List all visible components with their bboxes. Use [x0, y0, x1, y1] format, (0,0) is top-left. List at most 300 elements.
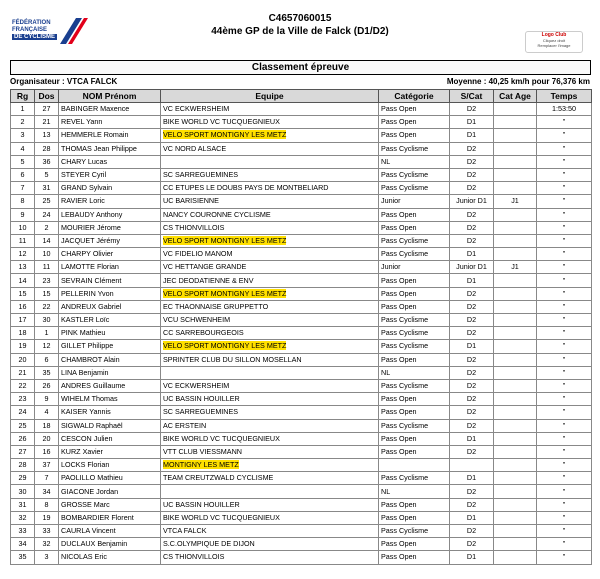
cell-nom: CHARPY Olivier [59, 248, 161, 261]
cell-nom: LOCKS Florian [59, 459, 161, 472]
cell-rg: 31 [11, 498, 35, 511]
cell-temps: " [537, 327, 592, 340]
cell-cat: Pass Cyclisme [379, 419, 450, 432]
cell-cat: Pass Cyclisme [379, 327, 450, 340]
cell-temps: " [537, 472, 592, 485]
cell-age [494, 340, 537, 353]
cell-equipe: UC BASSIN HOUILLER [161, 393, 379, 406]
cell-nom: LINA Benjamin [59, 366, 161, 379]
cell-cat: Pass Cyclisme [379, 248, 450, 261]
cell-rg: 23 [11, 393, 35, 406]
cell-scat: D2 [450, 498, 494, 511]
cell-rg: 27 [11, 445, 35, 458]
cell-temps: " [537, 221, 592, 234]
cell-nom: STEYER Cyril [59, 168, 161, 181]
cell-scat: D2 [450, 393, 494, 406]
cell-temps: " [537, 314, 592, 327]
cell-cat: Pass Open [379, 103, 450, 116]
cell-rg: 29 [11, 472, 35, 485]
cell-cat: Pass Open [379, 511, 450, 524]
cell-nom: WIHELM Thomas [59, 393, 161, 406]
cell-rg: 5 [11, 155, 35, 168]
cell-age [494, 525, 537, 538]
cell-nom: RAVIER Loric [59, 195, 161, 208]
cell-age: J1 [494, 261, 537, 274]
cell-nom: BABINGER Maxence [59, 103, 161, 116]
cell-scat: D2 [450, 379, 494, 392]
highlighted-team: MONTIGNY LES METZ [163, 460, 239, 470]
cell-nom: LEBAUDY Anthony [59, 208, 161, 221]
cell-equipe: VC ECKWERSHEIM [161, 379, 379, 392]
cell-scat: D2 [450, 182, 494, 195]
cell-dos: 27 [35, 103, 59, 116]
cell-rg: 30 [11, 485, 35, 498]
cell-equipe: CS THIONVILLOIS [161, 221, 379, 234]
table-row [11, 419, 592, 432]
cell-temps: " [537, 393, 592, 406]
cell-rg: 8 [11, 195, 35, 208]
moyenne: Moyenne : 40,25 km/h pour 76,376 km [446, 77, 590, 86]
table-row [11, 314, 592, 327]
cell-scat: Junior D1 [450, 261, 494, 274]
cell-temps: 1:53:50 [537, 103, 592, 116]
cell-age [494, 314, 537, 327]
cell-rg: 25 [11, 419, 35, 432]
cell-cat: Pass Open [379, 551, 450, 564]
cell-scat: D2 [450, 525, 494, 538]
cell-cat: NL [379, 485, 450, 498]
table-row [11, 116, 592, 129]
cell-rg: 14 [11, 274, 35, 287]
cell-age [494, 353, 537, 366]
col-header-equipe: Equipe [161, 90, 379, 103]
club-logo-placeholder [525, 31, 583, 53]
cell-scat: Junior D1 [450, 195, 494, 208]
results-body [11, 103, 592, 565]
cell-dos: 9 [35, 393, 59, 406]
cell-scat: D2 [450, 485, 494, 498]
cell-temps: " [537, 406, 592, 419]
cell-cat: Pass Cyclisme [379, 234, 450, 247]
cell-cat: Pass Open [379, 353, 450, 366]
cell-scat: D2 [450, 445, 494, 458]
cell-nom: CAURLA Vincent [59, 525, 161, 538]
cell-equipe [161, 459, 379, 472]
table-row [11, 551, 592, 564]
table-row [11, 366, 592, 379]
cell-equipe: VC HETTANGE GRANDE [161, 261, 379, 274]
table-row [11, 168, 592, 181]
cell-cat: Pass Cyclisme [379, 525, 450, 538]
cell-cat: Pass Open [379, 445, 450, 458]
cell-cat: Pass Open [379, 208, 450, 221]
cell-nom: GIACONE Jordan [59, 485, 161, 498]
cell-age [494, 472, 537, 485]
cell-dos: 18 [35, 419, 59, 432]
cell-rg: 22 [11, 379, 35, 392]
cell-rg: 24 [11, 406, 35, 419]
cell-dos: 2 [35, 221, 59, 234]
cell-temps: " [537, 208, 592, 221]
cell-cat: NL [379, 366, 450, 379]
cell-dos: 28 [35, 142, 59, 155]
cell-temps: " [537, 340, 592, 353]
cell-temps: " [537, 485, 592, 498]
ffc-line3: DE CYCLISME [14, 34, 56, 40]
cell-dos: 3 [35, 551, 59, 564]
cell-cat: Pass Open [379, 287, 450, 300]
cell-nom: KAISER Yannis [59, 406, 161, 419]
highlighted-team: VELO SPORT MONTIGNY LES METZ [163, 130, 287, 140]
cell-scat: D2 [450, 314, 494, 327]
col-header-cat-age: Cat Age [494, 90, 537, 103]
cell-equipe: VC ECKWERSHEIM [161, 103, 379, 116]
cell-scat: D1 [450, 472, 494, 485]
cell-rg: 19 [11, 340, 35, 353]
cell-rg: 7 [11, 182, 35, 195]
table-row [11, 459, 592, 472]
table-row [11, 498, 592, 511]
cell-dos: 6 [35, 353, 59, 366]
cell-dos: 23 [35, 274, 59, 287]
table-row [11, 327, 592, 340]
cell-nom: THOMAS Jean Philippe [59, 142, 161, 155]
cell-rg: 3 [11, 129, 35, 142]
table-row [11, 248, 592, 261]
cell-age [494, 248, 537, 261]
cell-equipe: S.C.OLYMPIQUE DE DIJON [161, 538, 379, 551]
club-logo-line2: Cliquez droit [542, 38, 566, 43]
cell-age [494, 432, 537, 445]
cell-dos: 20 [35, 432, 59, 445]
cell-nom: PINK Mathieu [59, 327, 161, 340]
ffc-line2: FRANÇAISE [12, 27, 48, 33]
cell-cat: Pass Cyclisme [379, 314, 450, 327]
cell-nom: BOMBARDIER Florent [59, 511, 161, 524]
cell-cat: Pass Open [379, 116, 450, 129]
cell-age [494, 419, 537, 432]
cell-age [494, 327, 537, 340]
table-row [11, 353, 592, 366]
cell-age [494, 511, 537, 524]
cell-dos: 21 [35, 116, 59, 129]
cell-cat: Pass Open [379, 393, 450, 406]
cell-nom: MOURIER Jérome [59, 221, 161, 234]
cell-temps: " [537, 287, 592, 300]
cell-scat: D2 [450, 168, 494, 181]
cell-temps: " [537, 116, 592, 129]
cell-nom: CESCON Julien [59, 432, 161, 445]
cell-equipe: BIKE WORLD VC TUCQUEGNIEUX [161, 116, 379, 129]
cell-age [494, 142, 537, 155]
cell-equipe: VTCA FALCK [161, 525, 379, 538]
col-header-nom: NOM Prénom [59, 90, 161, 103]
cell-dos: 4 [35, 406, 59, 419]
cell-scat: D2 [450, 366, 494, 379]
cell-cat: Pass Open [379, 300, 450, 313]
organisateur: Organisateur : VTCA FALCK [10, 77, 118, 86]
cell-equipe [161, 366, 379, 379]
cell-scat: D2 [450, 327, 494, 340]
cell-equipe: NANCY COURONNE CYCLISME [161, 208, 379, 221]
cell-equipe: CC ETUPES LE DOUBS PAYS DE MONTBELIARD [161, 182, 379, 195]
cell-temps: " [537, 498, 592, 511]
cell-nom: GRAND Sylvain [59, 182, 161, 195]
cell-scat: D1 [450, 116, 494, 129]
cell-equipe: VTT CLUB VIESSMANN [161, 445, 379, 458]
cell-nom: GROSSE Marc [59, 498, 161, 511]
cell-temps: " [537, 419, 592, 432]
cell-rg: 28 [11, 459, 35, 472]
table-row [11, 538, 592, 551]
table-row [11, 485, 592, 498]
col-header-categorie: Catégorie [379, 90, 450, 103]
table-row [11, 379, 592, 392]
section-title: Classement épreuve [10, 60, 591, 75]
cell-equipe: SC SARREGUEMINES [161, 406, 379, 419]
cell-cat: Pass Open [379, 129, 450, 142]
cell-dos: 5 [35, 168, 59, 181]
cell-dos: 33 [35, 525, 59, 538]
cell-dos: 11 [35, 261, 59, 274]
cell-equipe: VCU SCHWENHEIM [161, 314, 379, 327]
cell-rg: 13 [11, 261, 35, 274]
cell-scat: D2 [450, 142, 494, 155]
cell-equipe: UC BASSIN HOUILLER [161, 498, 379, 511]
cell-scat: D2 [450, 353, 494, 366]
cell-age [494, 116, 537, 129]
cell-rg: 32 [11, 511, 35, 524]
cell-equipe [161, 129, 379, 142]
cell-age [494, 274, 537, 287]
cell-cat: Pass Cyclisme [379, 182, 450, 195]
cell-nom: KASTLER Loïc [59, 314, 161, 327]
cell-temps: " [537, 525, 592, 538]
cell-equipe [161, 340, 379, 353]
cell-age [494, 498, 537, 511]
cell-equipe: EC THAONNAISE GRUPPETTO [161, 300, 379, 313]
highlighted-team: VELO SPORT MONTIGNY LES METZ [163, 288, 287, 298]
cell-scat: D2 [450, 155, 494, 168]
cell-scat: D2 [450, 538, 494, 551]
cell-temps: " [537, 445, 592, 458]
cell-nom: CHARY Lucas [59, 155, 161, 168]
cell-equipe: CS THIONVILLOIS [161, 551, 379, 564]
cell-rg: 33 [11, 525, 35, 538]
club-logo-line1: Logo Club [541, 32, 567, 38]
cell-dos: 19 [35, 511, 59, 524]
cell-dos: 24 [35, 208, 59, 221]
cell-dos: 22 [35, 300, 59, 313]
table-row [11, 182, 592, 195]
cell-dos: 16 [35, 445, 59, 458]
cell-temps: " [537, 195, 592, 208]
cell-equipe [161, 155, 379, 168]
cell-rg: 34 [11, 538, 35, 551]
cell-scat: D2 [450, 221, 494, 234]
cell-dos: 31 [35, 182, 59, 195]
cell-dos: 1 [35, 327, 59, 340]
table-row [11, 261, 592, 274]
cell-equipe: SPRINTER CLUB DU SILLON MOSELLAN [161, 353, 379, 366]
cell-rg: 12 [11, 248, 35, 261]
cell-nom: PAOLILLO Mathieu [59, 472, 161, 485]
cell-scat: D2 [450, 208, 494, 221]
cell-cat: Junior [379, 261, 450, 274]
table-row [11, 142, 592, 155]
cell-age [494, 406, 537, 419]
cell-age [494, 366, 537, 379]
cell-equipe: JEC DEODATIENNE & ENV [161, 274, 379, 287]
cell-scat [450, 459, 494, 472]
cell-scat: D2 [450, 287, 494, 300]
cell-nom: PELLERIN Yvon [59, 287, 161, 300]
cell-age [494, 300, 537, 313]
col-header-dos: Dos [35, 90, 59, 103]
table-row [11, 300, 592, 313]
table-row [11, 155, 592, 168]
col-header-scat: S/Cat [450, 90, 494, 103]
cell-rg: 6 [11, 168, 35, 181]
cell-dos: 26 [35, 379, 59, 392]
cell-cat: NL [379, 155, 450, 168]
cell-rg: 15 [11, 287, 35, 300]
cell-rg: 11 [11, 234, 35, 247]
cell-age [494, 155, 537, 168]
cell-equipe: UC BARISIENNE [161, 195, 379, 208]
highlighted-team: VELO SPORT MONTIGNY LES METZ [163, 235, 287, 245]
cell-dos: 15 [35, 287, 59, 300]
cell-rg: 21 [11, 366, 35, 379]
cell-cat: Junior [379, 195, 450, 208]
cell-temps: " [537, 551, 592, 564]
ffc-line1: FÉDÉRATION [12, 20, 51, 26]
cell-dos: 30 [35, 314, 59, 327]
cell-nom: ANDREUX Gabriel [59, 300, 161, 313]
cell-rg: 4 [11, 142, 35, 155]
cell-cat: Pass Open [379, 274, 450, 287]
cell-temps: " [537, 248, 592, 261]
cell-nom: LAMOTTE Florian [59, 261, 161, 274]
cell-cat: Pass Cyclisme [379, 379, 450, 392]
table-row [11, 103, 592, 116]
cell-temps: " [537, 379, 592, 392]
cell-age: J1 [494, 195, 537, 208]
cell-temps: " [537, 353, 592, 366]
col-header-temps: Temps [537, 90, 592, 103]
cell-age [494, 221, 537, 234]
cell-equipe [161, 287, 379, 300]
cell-dos: 10 [35, 248, 59, 261]
table-row [11, 445, 592, 458]
cell-temps: " [537, 432, 592, 445]
cell-cat: Pass Open [379, 498, 450, 511]
cell-rg: 18 [11, 327, 35, 340]
cell-rg: 1 [11, 103, 35, 116]
cell-scat: D1 [450, 551, 494, 564]
cell-nom: ANDRES Guillaume [59, 379, 161, 392]
table-row [11, 393, 592, 406]
cell-temps: " [537, 234, 592, 247]
cell-scat: D1 [450, 340, 494, 353]
cell-age [494, 445, 537, 458]
cell-temps: " [537, 366, 592, 379]
cell-equipe: AC ERSTEIN [161, 419, 379, 432]
cell-nom: SEVRAIN Clément [59, 274, 161, 287]
cell-nom: HEMMERLE Romain [59, 129, 161, 142]
cell-cat: Pass Cyclisme [379, 168, 450, 181]
table-row [11, 406, 592, 419]
cell-scat: D1 [450, 129, 494, 142]
cell-scat: D1 [450, 274, 494, 287]
cell-age [494, 551, 537, 564]
cell-temps: " [537, 538, 592, 551]
highlighted-team: VELO SPORT MONTIGNY LES METZ [163, 341, 287, 351]
cell-equipe: SC SARREGUEMINES [161, 168, 379, 181]
cell-rg: 2 [11, 116, 35, 129]
cell-dos: 37 [35, 459, 59, 472]
cell-age [494, 182, 537, 195]
cell-dos: 14 [35, 234, 59, 247]
cell-age [494, 379, 537, 392]
cell-nom: CHAMBROT Alain [59, 353, 161, 366]
cell-scat: D1 [450, 432, 494, 445]
cell-dos: 8 [35, 498, 59, 511]
table-row [11, 340, 592, 353]
cell-age [494, 459, 537, 472]
cell-equipe [161, 485, 379, 498]
table-row [11, 432, 592, 445]
results-table [10, 89, 592, 565]
cell-rg: 26 [11, 432, 35, 445]
cell-scat: D2 [450, 103, 494, 116]
cell-cat: Pass Open [379, 406, 450, 419]
cell-dos: 36 [35, 155, 59, 168]
event-title: 44ème GP de la Ville de Falck (D1/D2) [211, 26, 389, 37]
cell-age [494, 538, 537, 551]
cell-nom: GILLET Philippe [59, 340, 161, 353]
cell-dos: 35 [35, 366, 59, 379]
cell-rg: 35 [11, 551, 35, 564]
cell-cat: Pass Open [379, 538, 450, 551]
table-row [11, 221, 592, 234]
cell-cat: Pass Open [379, 221, 450, 234]
cell-rg: 9 [11, 208, 35, 221]
cell-rg: 16 [11, 300, 35, 313]
cell-dos: 12 [35, 340, 59, 353]
cell-equipe: VC NORD ALSACE [161, 142, 379, 155]
cell-equipe [161, 234, 379, 247]
cell-nom: NICOLAS Eric [59, 551, 161, 564]
cell-age [494, 103, 537, 116]
cell-temps: " [537, 261, 592, 274]
table-row [11, 287, 592, 300]
cell-temps: " [537, 459, 592, 472]
cell-nom: SIGWALD Raphaël [59, 419, 161, 432]
cell-cat [379, 459, 450, 472]
cell-temps: " [537, 511, 592, 524]
club-logo-line3: Remplacer l'image [537, 43, 571, 48]
table-row [11, 511, 592, 524]
cell-scat: D2 [450, 419, 494, 432]
cell-equipe: TEAM CREUTZWALD CYCLISME [161, 472, 379, 485]
cell-age [494, 168, 537, 181]
cell-equipe: BIKE WORLD VC TUCQUEGNIEUX [161, 432, 379, 445]
cell-nom: JACQUET Jérémy [59, 234, 161, 247]
cell-temps: " [537, 168, 592, 181]
cell-dos: 13 [35, 129, 59, 142]
cell-scat: D1 [450, 248, 494, 261]
